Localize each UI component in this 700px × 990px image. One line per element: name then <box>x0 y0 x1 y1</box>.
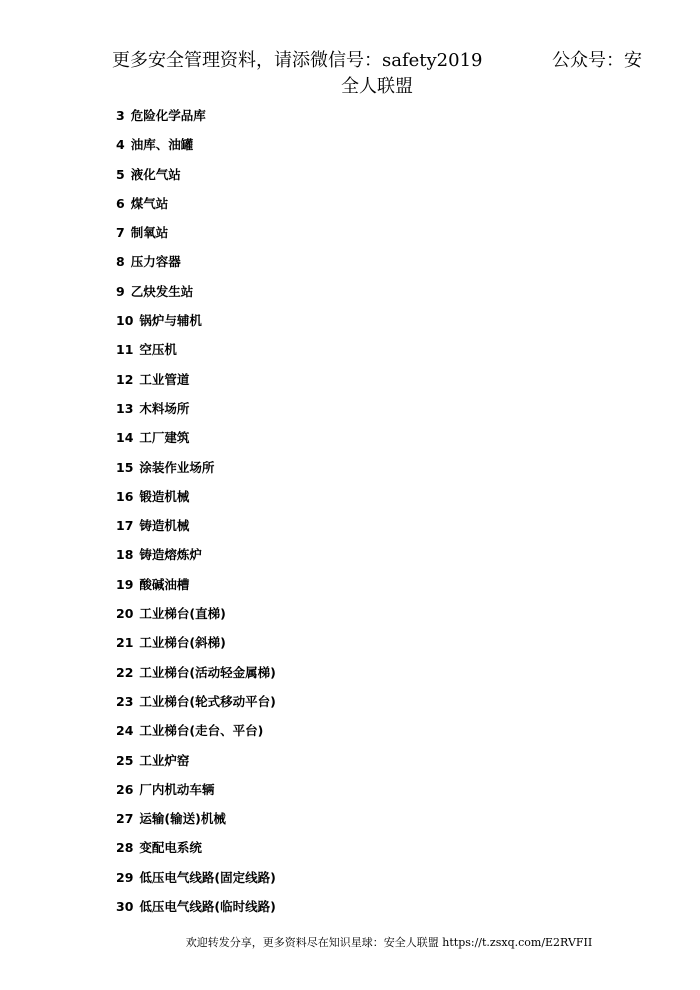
item-label: 木料场所 <box>139 400 190 416</box>
item-number: 17 <box>116 518 134 534</box>
item-label: 工业梯台(直梯) <box>139 606 226 622</box>
item-number: 24 <box>116 723 134 739</box>
item-number: 23 <box>116 693 134 709</box>
item-number: 22 <box>116 664 134 680</box>
list-item <box>116 223 276 252</box>
item-label: 液化气站 <box>130 166 181 182</box>
item-number: 4 <box>116 137 125 153</box>
item-label: 铸造熔炼炉 <box>139 547 202 563</box>
item-number: 18 <box>116 547 134 563</box>
item-number: 8 <box>116 254 125 270</box>
item-number: 27 <box>116 811 134 827</box>
item-number: 13 <box>116 400 134 416</box>
item-number: 21 <box>116 635 134 651</box>
item-label: 压力容器 <box>130 254 181 270</box>
item-number: 15 <box>116 459 134 475</box>
list-item <box>116 428 276 457</box>
item-label: 低压电气线路(固定线路) <box>139 869 276 885</box>
header-account-text-continued: 全人联盟 <box>341 76 413 97</box>
item-label: 工业梯台(活动轻金属梯) <box>139 664 276 680</box>
list-item <box>116 575 276 604</box>
list-item <box>116 751 276 780</box>
list-item <box>116 340 276 369</box>
item-label: 工业炉窑 <box>139 752 190 768</box>
item-number: 30 <box>116 899 134 915</box>
item-label: 低压电气线路(临时线路) <box>139 899 276 915</box>
item-label: 锅炉与辅机 <box>139 313 202 329</box>
item-number: 19 <box>116 576 134 592</box>
list-item <box>116 516 276 545</box>
list-item <box>116 135 276 164</box>
list-item <box>116 663 276 692</box>
footer-link[interactable]: https://t.zsxq.com/E2RVFII <box>442 936 593 949</box>
facility-list <box>116 106 276 926</box>
list-item <box>116 311 276 340</box>
list-item <box>116 633 276 662</box>
item-number: 20 <box>116 606 134 622</box>
footer-text: 欢迎转发分享，更多资料尽在知识星球：安全人联盟 <box>185 936 439 949</box>
item-label: 工业梯台(轮式移动平台) <box>139 693 276 709</box>
list-item <box>116 868 276 897</box>
list-item <box>116 545 276 574</box>
item-label: 锻造机械 <box>139 488 190 504</box>
item-number: 5 <box>116 166 125 182</box>
list-item <box>116 252 276 281</box>
list-item <box>116 370 276 399</box>
list-item <box>116 780 276 809</box>
header-wechat-text: 更多安全管理资料，请添微信号：safety2019 <box>112 50 483 71</box>
list-item <box>116 487 276 516</box>
item-label: 铸造机械 <box>139 518 190 534</box>
header-account-text: 公众号：安 <box>552 50 642 71</box>
item-label: 涂装作业场所 <box>139 459 215 475</box>
item-number: 12 <box>116 371 134 387</box>
item-number: 10 <box>116 313 134 329</box>
item-label: 油库、油罐 <box>130 137 194 153</box>
page-header <box>112 48 642 100</box>
item-label: 运输(输送)机械 <box>139 811 226 827</box>
item-number: 3 <box>116 108 125 123</box>
item-label: 厂内机动车辆 <box>139 781 215 797</box>
item-number: 7 <box>116 225 125 241</box>
list-item <box>116 692 276 721</box>
item-label: 工业梯台(斜梯) <box>139 635 226 651</box>
list-item <box>116 399 276 428</box>
list-item <box>116 604 276 633</box>
item-number: 14 <box>116 430 134 446</box>
list-item <box>116 194 276 223</box>
item-label: 危险化学品库 <box>130 108 206 123</box>
item-label: 煤气站 <box>130 195 169 211</box>
list-item <box>116 721 276 750</box>
list-item <box>116 282 276 311</box>
item-label: 制氧站 <box>130 225 169 241</box>
item-label: 酸碱油槽 <box>139 576 190 592</box>
item-label: 空压机 <box>139 342 177 358</box>
item-number: 11 <box>116 342 134 358</box>
list-item <box>116 165 276 194</box>
item-number: 28 <box>116 840 134 856</box>
item-number: 9 <box>116 283 125 299</box>
page-footer <box>0 934 700 950</box>
list-item <box>116 809 276 838</box>
item-number: 16 <box>116 488 134 504</box>
item-label: 工业管道 <box>139 371 190 387</box>
item-label: 工厂建筑 <box>139 430 190 446</box>
list-item <box>116 106 276 135</box>
item-number: 29 <box>116 869 134 885</box>
item-label: 工业梯台(走台、平台) <box>139 723 264 739</box>
item-label: 变配电系统 <box>139 840 202 856</box>
item-number: 26 <box>116 781 134 797</box>
item-number: 6 <box>116 195 125 211</box>
list-item <box>116 838 276 867</box>
item-number: 25 <box>116 752 134 768</box>
item-label: 乙炔发生站 <box>130 283 194 299</box>
list-item <box>116 458 276 487</box>
list-item <box>116 897 276 926</box>
